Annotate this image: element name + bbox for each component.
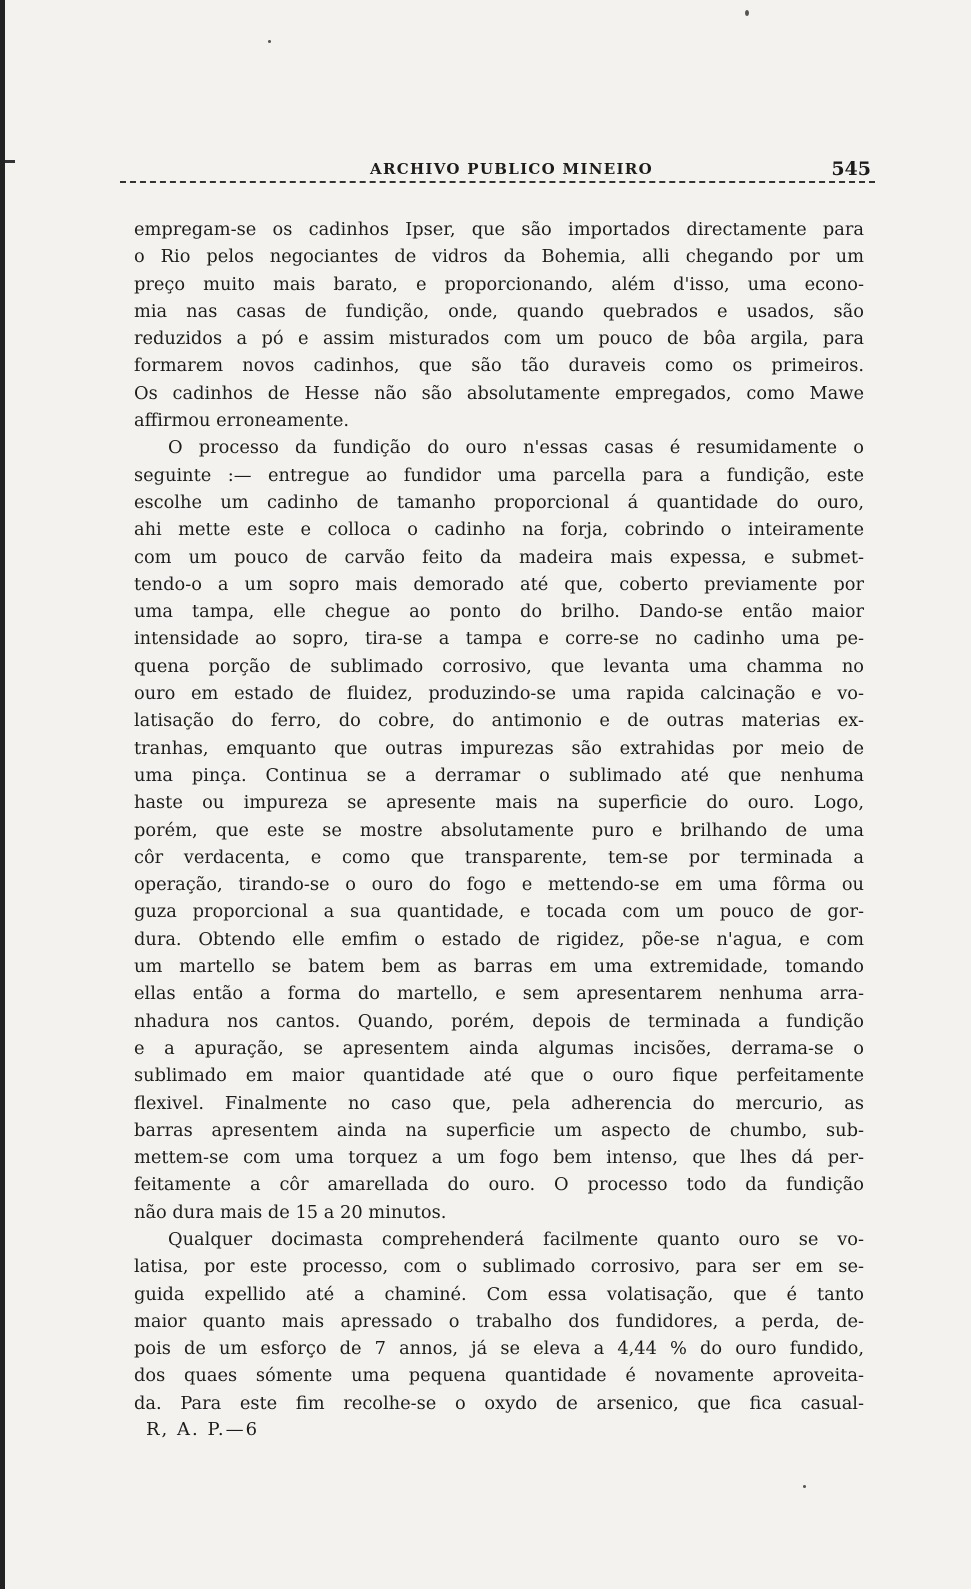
- scan-speck: [745, 10, 749, 16]
- text-line: dos quaes sómente uma pequena quantidade é novamente aproveita-: [134, 1365, 864, 1387]
- text-line: o Rio pelos negociantes de vidros da Bohemia, alli chegando por um: [134, 246, 864, 268]
- text-line: pois de um esforço de 7 annos, já se eleva a 4,44 % do ouro fundido,: [134, 1338, 864, 1360]
- text-line: O processo da fundição do ouro n'essas casas é resumidamente o: [168, 437, 864, 459]
- text-line: feitamente a côr amarellada do ouro. O processo todo da fundição: [134, 1174, 864, 1196]
- scan-speck: [268, 40, 271, 43]
- text-line: dura. Obtendo elle emfim o estado de rigidez, põe-se n'agua, e com: [134, 928, 864, 950]
- text-line: ellas então a forma do martello, e sem apresentarem nenhuma arra-: [134, 983, 864, 1005]
- binding-mark: [5, 160, 15, 163]
- text-line: haste ou impureza se apresente mais na superficie do ouro. Logo,: [134, 792, 864, 814]
- text-line: operação, tirando-se o ouro do fogo e mettendo-se em uma fôrma ou: [134, 874, 864, 896]
- text-line: Qualquer docimasta comprehenderá facilmente quanto ouro se vo-: [168, 1228, 864, 1250]
- text-line: uma tampa, elle chegue ao ponto do brilho. Dando-se então maior: [134, 601, 864, 623]
- text-line: porém, que este se mostre absolutamente puro e brilhando de uma: [134, 819, 864, 841]
- text-line: tranhas, emquanto que outras impurezas são extrahidas por meio de: [134, 737, 864, 759]
- header-rule: [120, 181, 875, 183]
- page-number: 545: [831, 158, 871, 180]
- text-line: ahi mette este e colloca o cadinho na forja, cobrindo o inteiramente: [134, 519, 864, 541]
- text-line: mia nas casas de fundição, onde, quando quebrados e usados, são: [134, 300, 864, 322]
- text-line: seguinte :— entregue ao fundidor uma parcella para a fundição, este: [134, 464, 864, 486]
- text-line: barras apresentem ainda na superficie um aspecto de chumbo, sub-: [134, 1119, 864, 1141]
- paragraph: [134, 434, 864, 1226]
- body-text: [134, 216, 864, 1417]
- text-line: Os cadinhos de Hesse não são absolutamente empregados, como Mawe: [134, 382, 864, 404]
- text-line: formarem novos cadinhos, que são tão duraveis como os primeiros.: [134, 355, 864, 377]
- text-line: empregam-se os cadinhos Ipser, que são importados directamente para: [134, 219, 864, 240]
- text-line: maior quanto mais apressado o trabalho dos fundidores, a perda, de-: [134, 1310, 864, 1332]
- scan-speck: [803, 1485, 806, 1488]
- text-line: e a apuração, se apresentem ainda algumas incisões, derrama-se o: [134, 1037, 864, 1059]
- text-line: com um pouco de carvão feito da madeira mais expessa, e submet-: [134, 546, 864, 568]
- text-line: guida expellido até a chaminé. Com essa volatisação, que é tanto: [134, 1283, 864, 1305]
- paragraph: [134, 1226, 864, 1417]
- signature-mark: R, A. P.—6: [146, 1419, 260, 1440]
- text-line: sublimado em maior quantidade até que o ouro fique perfeitamente: [134, 1065, 864, 1087]
- text-line: intensidade ao sopro, tira-se a tampa e corre-se no cadinho uma pe-: [134, 628, 864, 650]
- text-line: affirmou erroneamente.: [134, 410, 350, 432]
- text-line: um martello se batem bem as barras em uma extremidade, tomando: [134, 956, 864, 978]
- text-line: da. Para este fim recolhe-se o oxydo de arsenico, que fica casual-: [134, 1392, 864, 1414]
- text-line: reduzidos a pó e assim misturados com um pouco de bôa argila, para: [134, 328, 864, 350]
- text-line: guza proporcional a sua quantidade, e tocada com um pouco de gor-: [134, 901, 864, 923]
- text-line: flexivel. Finalmente no caso que, pela adherencia do mercurio, as: [134, 1092, 864, 1114]
- paragraph: [134, 216, 864, 434]
- text-line: mettem-se com uma torquez a um fogo bem intenso, que lhes dá per-: [134, 1147, 864, 1169]
- page-binding-edge: [0, 0, 5, 1589]
- text-line: escolhe um cadinho de tamanho proporcional á quantidade do ouro,: [134, 491, 864, 513]
- text-line: preço muito mais barato, e proporcionando, além d'isso, uma econo-: [134, 273, 864, 295]
- text-line: não dura mais de 15 a 20 minutos.: [134, 1201, 447, 1223]
- running-title: ARCHIVO PUBLICO MINEIRO: [370, 160, 653, 178]
- text-line: latisação do ferro, do cobre, do antimonio e de outras materias ex-: [134, 710, 864, 732]
- text-line: quena porção de sublimado corrosivo, que levanta uma chamma no: [134, 655, 864, 677]
- text-line: uma pinça. Continua se a derramar o sublimado até que nenhuma: [134, 764, 864, 786]
- text-line: ouro em estado de fluidez, produzindo-se uma rapida calcinação e vo-: [134, 683, 864, 705]
- text-line: latisa, por este processo, com o sublimado corrosivo, para ser em se-: [134, 1256, 864, 1278]
- text-line: tendo-o a um sopro mais demorado até que, coberto previamente por: [134, 573, 864, 595]
- text-line: nhadura nos cantos. Quando, porém, depois de terminada a fundição: [134, 1010, 864, 1032]
- text-line: côr verdacenta, e como que transparente, tem-se por terminada a: [134, 846, 864, 868]
